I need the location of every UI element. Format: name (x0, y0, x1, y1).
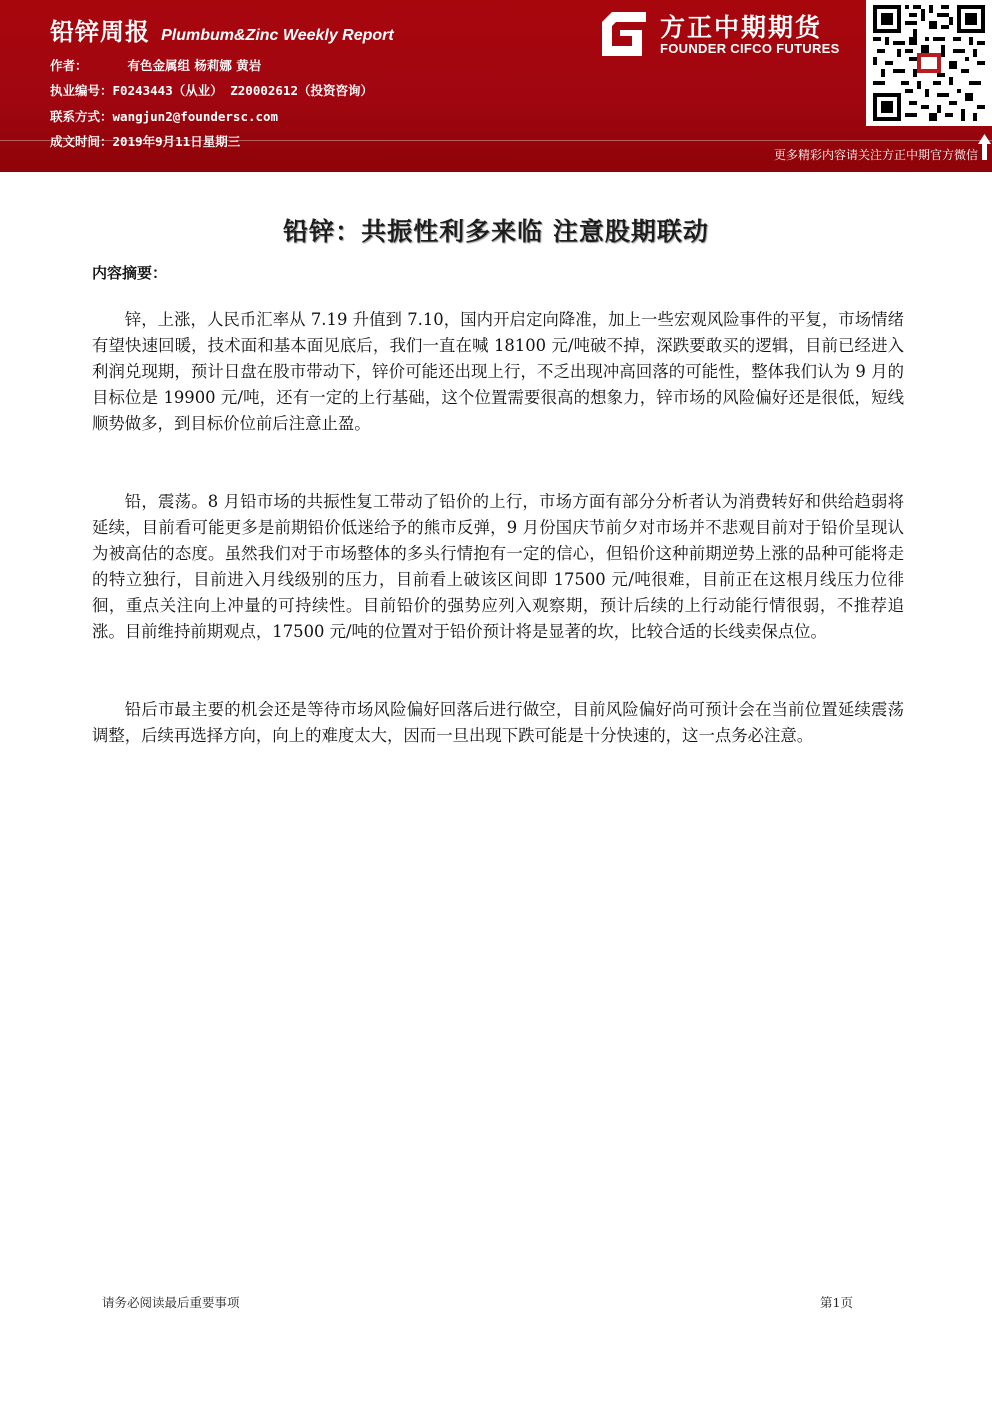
contact-label: 联系方式： (50, 109, 113, 124)
contact-email[interactable]: wangjun2@foundersc.com (112, 109, 279, 124)
author-label: 作者： (50, 58, 88, 73)
up-arrow-icon (978, 134, 991, 164)
paragraph-zinc: 锌，上涨，人民币汇率从 7.19 升值到 7.10，国内开启定向降准，加上一些宏观风险事件的平复，市场情绪有望快速回暖，技术面和基本面见底后，我们一直在喊 18100 元/吨破不掉，深跌要敢买的逻辑，目前已经进入利润兑现期，预计日盘在股市带动下，锌价可能还出现上行，不乏出现冲高回落的可能性，整体我们认为 9 月的目标位是 19900 元/吨，还有一定的上行基础，这个位置需要很高的想象力，锌市场的风险偏好还是很低，短线顺势做多，到目标价位前后注意止盈。 (92, 310, 904, 433)
date-label: 成文时间： (50, 134, 113, 149)
date-value: 2019年9月11日星期三 (112, 134, 241, 149)
logo-text-cn: 方正中期期货 (660, 13, 823, 42)
contact-line (50, 107, 278, 125)
paragraph-lead: 铅，震荡。8 月铅市场的共振性复工带动了铅价的上行，市场方面有部分分析者认为消费转好和供给趋弱将延续，目前看可能更多是前期铅价低迷给予的熊市反弹，9 月份国庆节前夕对市场并不悲观目前对于铅价呈现认为被高估的态度。虽然我们对于市场整体的多头行情抱有一定的信心，但铅价这种前期逆势上涨的品种可能将走的特立独行，目前进入月线级别的压力，目前看上破该区间即 17500 元/吨很难，目前正在这根月线压力位徘徊，重点关注向上冲量的可持续性。目前铅价的强势应列入观察期，预计后续的上行动能行情很弱，不推荐追涨。目前维持前期观点，17500 元/吨的位置对于铅价预计将是显著的坎，比较合适的长线卖保点位。 (92, 492, 904, 641)
license-label: 执业编号： (50, 83, 113, 98)
follow-wechat-text: 更多精彩内容请关注方正中期官方微信 (773, 148, 978, 162)
document-title: 铅锌：共振性利多来临 注意股期联动 (283, 217, 709, 246)
abstract-label: 内容摘要： (92, 264, 168, 282)
page-number: 第1页 (820, 1295, 853, 1310)
report-title-cn: 铅锌周报 (50, 18, 150, 46)
header-divider (0, 140, 992, 141)
author-value: 有色金属组 杨莉娜 黄岩 (127, 58, 262, 73)
license-line (50, 81, 373, 99)
report-title-en: Plumbum&Zinc Weekly Report (161, 27, 394, 44)
report-title (50, 12, 394, 47)
logo-text-en: FOUNDER CIFCO FUTURES (660, 41, 840, 56)
date-line (50, 132, 240, 150)
report-header-banner (0, 0, 992, 172)
license-value: F0243443（从业） Z20002612（投资咨询） (112, 83, 373, 98)
paragraph-lead-outlook: 铅后市最主要的机会还是等待市场风险偏好回落后进行做空，目前风险偏好尚可预计会在当前位置延续震荡调整，后续再选择方向，向上的难度太大，因而一旦出现下跌可能是十分快速的，这一点务必注意。 (92, 700, 904, 745)
qr-code-icon (866, 0, 992, 126)
footer-notice: 请务必阅读最后重要事项 (102, 1295, 240, 1310)
author-line (50, 56, 261, 74)
founder-logo-icon (602, 12, 646, 56)
